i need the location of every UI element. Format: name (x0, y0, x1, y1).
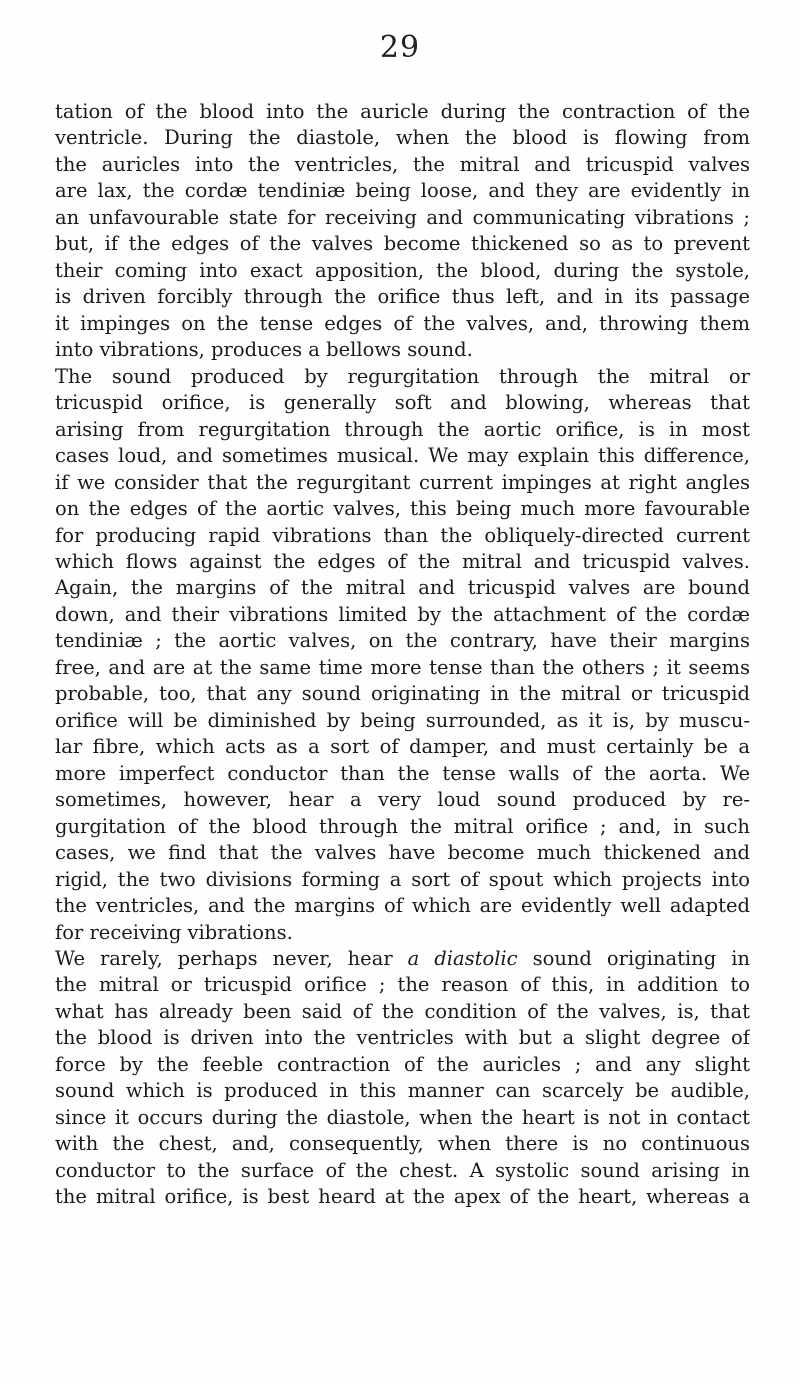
text-line: for receiving vibrations. (55, 920, 293, 944)
text-line-with-italic (55, 946, 750, 972)
text-line: gurgitation of the blood through the mitral orifice ; and, in such (55, 814, 750, 838)
text-line: since it occurs during the diastole, when the heart is not in contact (55, 1105, 750, 1129)
text-line: their coming into exact apposition, the blood, during the systole, (55, 258, 750, 282)
text-line: Again, the margins of the mitral and tricuspid valves are bound (55, 576, 750, 600)
text-line: into vibrations, produces a bellows sound. (55, 338, 473, 362)
body-text (55, 99, 750, 1211)
text-line: it impinges on the tense edges of the valves, and, throwing them (55, 311, 750, 335)
text-line: more imperfect conductor than the tense walls of the aorta. We (55, 761, 750, 785)
text-line: but, if the edges of the valves become thickened so as to prevent (55, 232, 750, 256)
text-line: the auricles into the ventricles, the mitral and tricuspid valves (55, 152, 750, 176)
text-line: the mitral or tricuspid orifice ; the reason of this, in addition to (55, 973, 750, 997)
text-segment: We rarely, perhaps never, hear (55, 947, 408, 970)
page-number: 29 (379, 30, 421, 65)
text-line: an unfavourable state for receiving and communicating vibrations ; (55, 205, 750, 229)
text-line: cases loud, and sometimes musical. We may explain this difference, (55, 444, 750, 468)
text-line: ventricle. During the diastole, when the blood is flowing from (55, 126, 750, 150)
text-line: cases, we find that the valves have become much thickened and (55, 841, 750, 865)
text-line: orifice will be diminished by being surrounded, as it is, by muscu- (55, 708, 750, 732)
text-line: with the chest, and, consequently, when there is no continuous (55, 1132, 750, 1156)
text-line: tation of the blood into the auricle during the contraction of the (55, 100, 750, 123)
text-line: The sound produced by regurgitation through the mitral or (55, 364, 750, 388)
text-line: what has already been said of the condition of the valves, is, that (55, 999, 750, 1023)
text-line: probable, too, that any sound originating in the mitral or tricuspid (55, 682, 750, 706)
italic-phrase: a diastolic (407, 947, 518, 970)
text-line: for producing rapid vibrations than the obliquely-directed current (55, 523, 750, 547)
text-line: force by the feeble contraction of the auricles ; and any slight (55, 1052, 750, 1076)
text-line: if we consider that the regurgitant current impinges at right angles (55, 470, 750, 494)
text-line: free, and are at the same time more tense than the others ; it seems (55, 655, 750, 679)
text-line: the ventricles, and the margins of which are evidently well adapted (55, 894, 750, 918)
text-line: sound which is produced in this manner can scarcely be audible, (55, 1079, 750, 1103)
text-line: down, and their vibrations limited by the attachment of the cordæ (55, 602, 750, 626)
text-line: conductor to the surface of the chest. A systolic sound arising in (55, 1158, 750, 1182)
text-line: the blood is driven into the ventricles with but a slight degree of (55, 1026, 750, 1050)
text-line: on the edges of the aortic valves, this being much more favourable (55, 497, 750, 521)
text-line: arising from regurgitation through the aortic orifice, is in most (55, 417, 750, 441)
text-line: rigid, the two divisions forming a sort of spout which projects into (55, 867, 750, 891)
text-line: sometimes, however, hear a very loud sound produced by re- (55, 788, 750, 812)
text-line: lar fibre, which acts as a sort of damper, and must certainly be a (55, 735, 750, 759)
text-line: which flows against the edges of the mitral and tricuspid valves. (55, 549, 750, 573)
text-segment: sound originating in (517, 947, 750, 970)
text-line: is driven forcibly through the orifice thus left, and in its passage (55, 285, 750, 309)
text-line: tricuspid orifice, is generally soft and blowing, whereas that (55, 391, 750, 415)
text-line: are lax, the cordæ tendiniæ being loose, and they are evidently in (55, 179, 750, 203)
text-line: tendiniæ ; the aortic valves, on the contrary, have their margins (55, 629, 750, 653)
text-line: the mitral orifice, is best heard at the apex of the heart, whereas a (55, 1185, 750, 1209)
